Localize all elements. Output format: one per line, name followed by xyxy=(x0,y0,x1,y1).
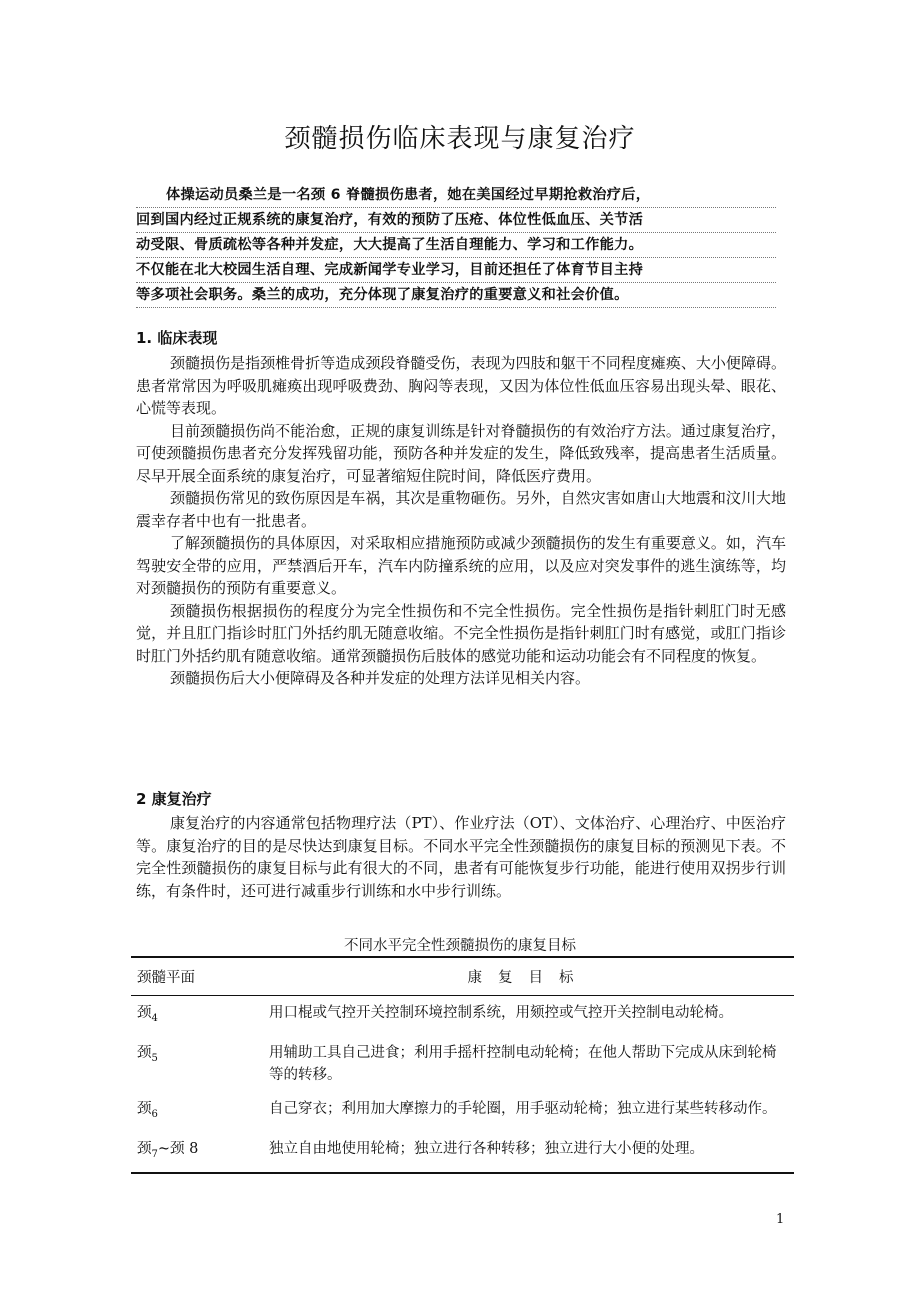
level-cell xyxy=(131,996,263,1036)
section-rehab-body xyxy=(136,812,786,902)
level-subscript: 6 xyxy=(151,1108,158,1120)
intro-line: 不仅能在北大校园生活自理、完成新闻学专业学习，目前还担任了体育节目主持 xyxy=(136,258,776,283)
table-row xyxy=(131,996,794,1036)
goal-cell: 自己穿衣；利用加大摩擦力的手轮圈，用手驱动轮椅；独立进行某些转移动作。 xyxy=(269,1100,777,1117)
intro-line: 体操运动员桑兰是一名颈 6 脊髓损伤患者，她在美国经过早期抢救治疗后， xyxy=(136,183,776,208)
table-caption: 不同水平完全性颈髓损伤的康复目标 xyxy=(344,938,576,954)
paragraph: 了解颈髓损伤的具体原因，对采取相应措施预防或减少颈髓损伤的发生有重要意义。如，汽车驾驶安全带的应用，严禁酒后开车，汽车内防撞系统的应用，以及应对突发事件的逃生演练等，均对颈髓损伤的预防有重要意义。 xyxy=(136,534,786,597)
rehab-goals-table xyxy=(131,956,794,1174)
level-cell xyxy=(131,1132,263,1173)
goal-cell: 用辅助工具自己进食；利用手摇杆控制电动轮椅；在他人帮助下完成从床到轮椅等的转移。 xyxy=(269,1044,777,1083)
table-row xyxy=(131,1036,794,1092)
column-header-goal: 康复目标 xyxy=(263,957,794,996)
page-number: 1 xyxy=(776,1212,785,1227)
level-text: 颈 xyxy=(137,1005,152,1021)
level-text: 颈 xyxy=(137,1044,152,1061)
section-clinical-body xyxy=(136,352,786,690)
level-text: 颈 xyxy=(137,1100,152,1117)
table-row xyxy=(131,1092,794,1132)
intro-line: 等多项社会职务。桑兰的成功，充分体现了康复治疗的重要意义和社会价值。 xyxy=(136,283,776,308)
goal-cell: 独立自由地使用轮椅；独立进行各种转移；独立进行大小便的处理。 xyxy=(263,1132,794,1173)
level-cell xyxy=(131,1036,263,1092)
section-heading-clinical: 1. 临床表现 xyxy=(136,329,218,347)
level-subscript: 4 xyxy=(151,1012,158,1024)
paragraph: 颈髓损伤常见的致伤原因是车祸，其次是重物砸伤。另外，自然灾害如唐山大地震和汶川大地震幸存者中也有一批患者。 xyxy=(136,489,786,530)
paragraph: 康复治疗的内容通常包括物理疗法（PT）、作业疗法（OT）、文体治疗、心理治疗、中医治疗等。康复治疗的目的是尽快达到康复目标。不同水平完全性颈髓损伤的康复目标的预测见下表。不完全性颈髓损伤的康复目标与此有很大的不同，患者有可能恢复步行功能，能进行使用双拐步行训练，有条件时，还可进行减重步行训练和水中步行训练。 xyxy=(136,814,786,900)
intro-box xyxy=(136,183,776,308)
level-subscript: 7 xyxy=(151,1148,158,1160)
intro-line: 动受限、骨质疏松等各种并发症，大大提高了生活自理能力、学习和工作能力。 xyxy=(136,233,776,258)
intro-line: 回到国内经过正规系统的康复治疗，有效的预防了压疮、体位性低血压、关节活 xyxy=(136,208,776,233)
level-subscript: 5 xyxy=(151,1052,158,1064)
paragraph: 颈髓损伤后大小便障碍及各种并发症的处理方法详见相关内容。 xyxy=(170,669,591,687)
column-header-level: 颈髓平面 xyxy=(131,957,263,996)
paragraph: 颈髓损伤是指颈椎骨折等造成颈段脊髓受伤，表现为四肢和躯干不同程度瘫痪、大小便障碍。患者常常因为呼吸肌瘫痪出现呼吸费劲、胸闷等表现，又因为体位性低血压容易出现头晕、眼花、心慌等表现。 xyxy=(136,354,786,417)
table-header-row xyxy=(131,957,794,996)
level-cell xyxy=(131,1092,263,1132)
section-heading-rehab: 2 康复治疗 xyxy=(136,790,212,808)
paragraph: 目前颈髓损伤尚不能治愈，正规的康复训练是针对脊髓损伤的有效治疗方法。通过康复治疗，可使颈髓损伤患者充分发挥残留功能，预防各种并发症的发生，降低致残率，提高患者生活质量。尽早开展全面系统的康复治疗，可显著缩短住院时间，降低医疗费用。 xyxy=(136,421,786,485)
document-title: 颈髓损伤临床表现与康复治疗 xyxy=(284,124,636,154)
level-text: 颈 xyxy=(137,1140,152,1157)
goal-cell: 用口棍或气控开关控制环境控制系统，用颏控或气控开关控制电动轮椅。 xyxy=(269,1005,733,1021)
paragraph: 颈髓损伤根据损伤的程度分为完全性损伤和不完全性损伤。完全性损伤是指针刺肛门时无感觉，并且肛门指诊时肛门外括约肌无随意收缩。不完全性损伤是指针刺肛门时有感觉，或肛门指诊时肛门外括约肌有随意收缩。通常颈髓损伤后肢体的感觉功能和运动功能会有不同程度的恢复。 xyxy=(136,601,786,665)
level-suffix: ~颈 8 xyxy=(157,1140,199,1157)
table-row xyxy=(131,1132,794,1173)
